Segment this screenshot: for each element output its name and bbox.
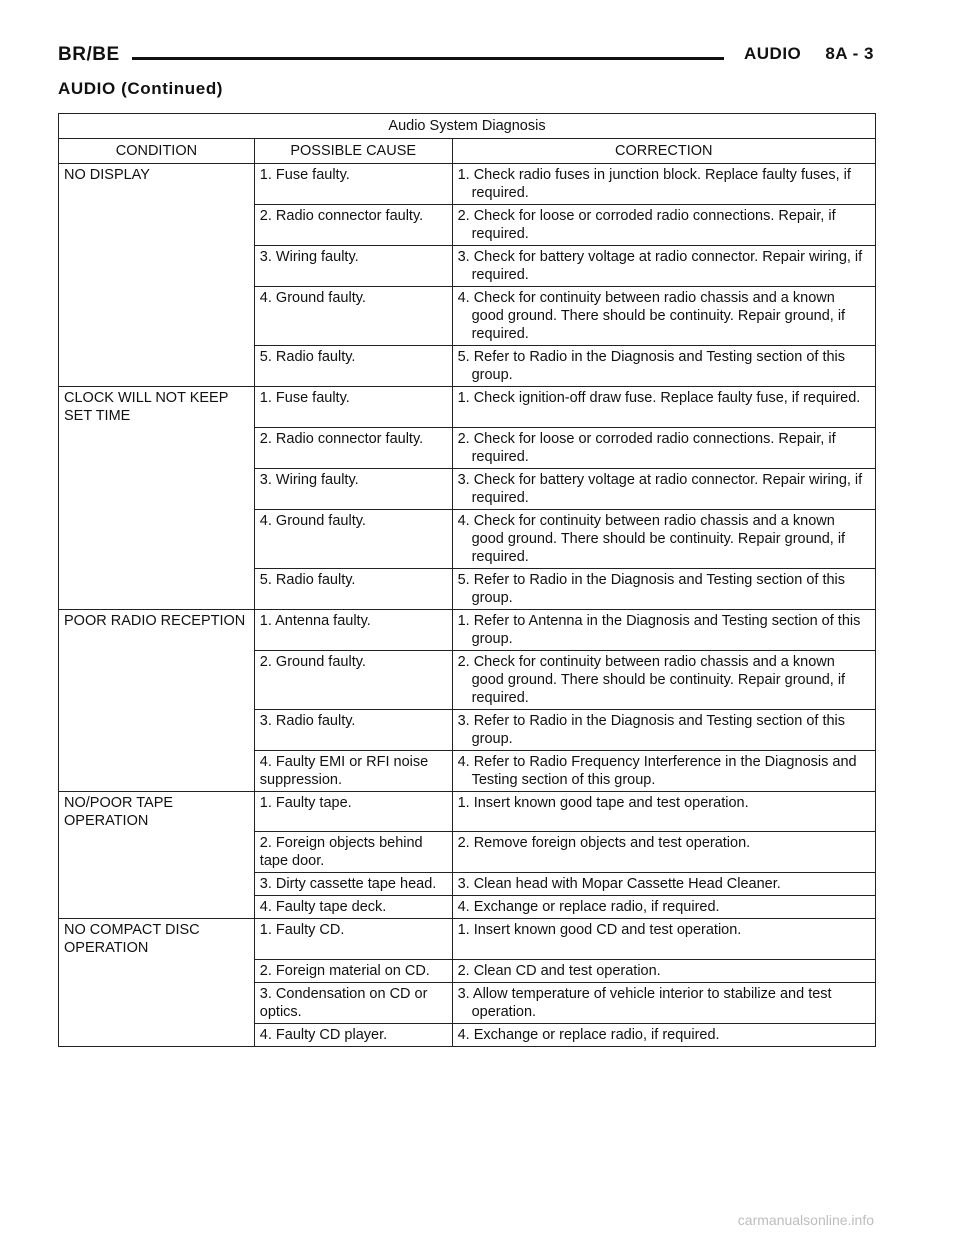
correction-cell bbox=[452, 609, 875, 650]
correction-text: 1. Check ignition-off draw fuse. Replace faulty fuse, if required. bbox=[457, 390, 861, 406]
correction-cell bbox=[452, 919, 875, 960]
condition-cell: POOR RADIO RECEPTION bbox=[59, 609, 255, 650]
correction-cell bbox=[452, 387, 875, 428]
condition-cell: NO/POOR TAPE OPERATION bbox=[59, 791, 255, 832]
cause-cell: 2. Ground faulty. bbox=[254, 650, 452, 709]
table-row bbox=[59, 1023, 876, 1046]
cause-cell: 4. Faulty EMI or RFI noise suppression. bbox=[254, 750, 452, 791]
condition-cell-empty bbox=[59, 873, 255, 896]
cause-cell: 4. Faulty CD player. bbox=[254, 1023, 452, 1046]
cause-cell: 3. Radio faulty. bbox=[254, 709, 452, 750]
correction-text: 3. Allow temperature of vehicle interior to stabilize and test operation. bbox=[457, 985, 832, 1020]
correction-text: 2. Remove foreign objects and test operation. bbox=[457, 835, 751, 851]
condition-cell-empty bbox=[59, 246, 255, 287]
condition-cell-empty bbox=[59, 1023, 255, 1046]
cause-cell: 2. Radio connector faulty. bbox=[254, 205, 452, 246]
correction-cell bbox=[452, 1023, 875, 1046]
table-row bbox=[59, 287, 876, 346]
table-row bbox=[59, 709, 876, 750]
condition-cell-empty bbox=[59, 205, 255, 246]
correction-text: 1. Refer to Antenna in the Diagnosis and Testing section of this group. bbox=[457, 612, 861, 647]
correction-text: 4. Check for continuity between radio chassis and a known good ground. There should be continuity. Repair ground, if required. bbox=[457, 290, 846, 342]
correction-text: 2. Check for continuity between radio chassis and a known good ground. There should be continuity. Repair ground, if required. bbox=[457, 653, 846, 706]
correction-cell bbox=[452, 709, 875, 750]
table-row bbox=[59, 164, 876, 205]
correction-cell bbox=[452, 287, 875, 346]
correction-cell bbox=[452, 650, 875, 709]
correction-text: 2. Clean CD and test operation. bbox=[457, 962, 661, 979]
cause-cell: 2. Foreign material on CD. bbox=[254, 959, 452, 982]
table-header-row bbox=[59, 139, 876, 164]
condition-cell-empty bbox=[59, 568, 255, 609]
condition-cell: NO COMPACT DISC OPERATION bbox=[59, 919, 255, 960]
table-row bbox=[59, 468, 876, 509]
column-header-correction: CORRECTION bbox=[452, 139, 875, 164]
table-row bbox=[59, 982, 876, 1023]
cause-cell: 3. Wiring faulty. bbox=[254, 468, 452, 509]
correction-text: 4. Check for continuity between radio chassis and a known good ground. There should be continuity. Repair ground, if required. bbox=[457, 512, 846, 565]
table-row bbox=[59, 205, 876, 246]
correction-text: 3. Refer to Radio in the Diagnosis and Testing section of this group. bbox=[457, 712, 846, 747]
correction-cell bbox=[452, 205, 875, 246]
table-row bbox=[59, 896, 876, 919]
cause-cell: 1. Faulty CD. bbox=[254, 919, 452, 960]
correction-text: 1. Insert known good CD and test operation. bbox=[457, 922, 742, 938]
correction-text: 2. Check for loose or corroded radio connections. Repair, if required. bbox=[457, 430, 836, 465]
correction-cell bbox=[452, 873, 875, 896]
correction-text: 3. Check for battery voltage at radio connector. Repair wiring, if required. bbox=[457, 471, 863, 506]
cause-cell: 3. Condensation on CD or optics. bbox=[254, 982, 452, 1023]
condition-cell-empty bbox=[59, 959, 255, 982]
table-row bbox=[59, 427, 876, 468]
cause-cell: 4. Ground faulty. bbox=[254, 287, 452, 346]
correction-text: 4. Exchange or replace radio, if required. bbox=[457, 899, 720, 915]
condition-cell-empty bbox=[59, 709, 255, 750]
table-row bbox=[59, 568, 876, 609]
cause-cell: 1. Fuse faulty. bbox=[254, 387, 452, 428]
table-row bbox=[59, 959, 876, 982]
cause-cell: 1. Fuse faulty. bbox=[254, 164, 452, 205]
diagnosis-table bbox=[58, 113, 876, 1047]
correction-cell bbox=[452, 246, 875, 287]
column-header-condition: CONDITION bbox=[59, 139, 255, 164]
cause-cell: 5. Radio faulty. bbox=[254, 568, 452, 609]
correction-text: 5. Refer to Radio in the Diagnosis and Testing section of this group. bbox=[457, 571, 846, 606]
table-row bbox=[59, 346, 876, 387]
model-code: BR/BE bbox=[58, 44, 120, 65]
page-number: 8A - 3 bbox=[825, 44, 874, 63]
correction-text: 4. Refer to Radio Frequency Interference in the Diagnosis and Testing section of this group. bbox=[457, 753, 857, 788]
condition-cell-empty bbox=[59, 468, 255, 509]
correction-cell bbox=[452, 346, 875, 387]
correction-cell bbox=[452, 791, 875, 832]
cause-cell: 2. Foreign objects behind tape door. bbox=[254, 832, 452, 873]
condition-cell: NO DISPLAY bbox=[59, 164, 255, 205]
correction-cell bbox=[452, 959, 875, 982]
table-row bbox=[59, 650, 876, 709]
condition-cell-empty bbox=[59, 509, 255, 568]
continued-title: AUDIO (Continued) bbox=[58, 79, 224, 98]
column-header-cause: POSSIBLE CAUSE bbox=[254, 139, 452, 164]
table-row bbox=[59, 609, 876, 650]
correction-cell bbox=[452, 468, 875, 509]
cause-cell: 4. Ground faulty. bbox=[254, 509, 452, 568]
correction-text: 2. Check for loose or corroded radio connections. Repair, if required. bbox=[457, 208, 836, 242]
correction-cell bbox=[452, 832, 875, 873]
condition-cell-empty bbox=[59, 427, 255, 468]
cause-cell: 3. Dirty cassette tape head. bbox=[254, 873, 452, 896]
table-row bbox=[59, 791, 876, 832]
table-title: Audio System Diagnosis bbox=[59, 114, 876, 139]
table-title-row bbox=[59, 114, 876, 139]
cause-cell: 1. Antenna faulty. bbox=[254, 609, 452, 650]
table-row bbox=[59, 246, 876, 287]
correction-cell bbox=[452, 509, 875, 568]
correction-text: 4. Exchange or replace radio, if required. bbox=[457, 1026, 720, 1043]
table-row bbox=[59, 832, 876, 873]
condition-cell-empty bbox=[59, 346, 255, 387]
table-row bbox=[59, 387, 876, 428]
correction-text: 5. Refer to Radio in the Diagnosis and Testing section of this group. bbox=[457, 349, 846, 383]
cause-cell: 2. Radio connector faulty. bbox=[254, 427, 452, 468]
correction-cell bbox=[452, 427, 875, 468]
condition-cell-empty bbox=[59, 982, 255, 1023]
table-row bbox=[59, 750, 876, 791]
cause-cell: 3. Wiring faulty. bbox=[254, 246, 452, 287]
condition-cell-empty bbox=[59, 750, 255, 791]
cause-cell: 4. Faulty tape deck. bbox=[254, 896, 452, 919]
section-name: AUDIO bbox=[744, 44, 802, 63]
page-header bbox=[58, 44, 874, 74]
cause-cell: 5. Radio faulty. bbox=[254, 346, 452, 387]
table-row bbox=[59, 509, 876, 568]
header-rule bbox=[132, 57, 724, 60]
correction-text: 1. Insert known good tape and test operation. bbox=[457, 794, 749, 811]
correction-text: 1. Check radio fuses in junction block. Replace faulty fuses, if required. bbox=[457, 167, 851, 201]
condition-cell-empty bbox=[59, 896, 255, 919]
correction-text: 3. Clean head with Mopar Cassette Head Cleaner. bbox=[457, 876, 781, 892]
correction-cell bbox=[452, 750, 875, 791]
table-row bbox=[59, 919, 876, 960]
condition-cell: CLOCK WILL NOT KEEP SET TIME bbox=[59, 387, 255, 428]
footer-watermark: carmanualsonline.info bbox=[737, 1212, 874, 1228]
table-row bbox=[59, 873, 876, 896]
correction-text: 3. Check for battery voltage at radio connector. Repair wiring, if required. bbox=[457, 249, 863, 283]
correction-cell bbox=[452, 164, 875, 205]
condition-cell-empty bbox=[59, 832, 255, 873]
correction-cell bbox=[452, 568, 875, 609]
condition-cell-empty bbox=[59, 650, 255, 709]
table-body bbox=[59, 164, 876, 1047]
condition-cell-empty bbox=[59, 287, 255, 346]
cause-cell: 1. Faulty tape. bbox=[254, 791, 452, 832]
correction-cell bbox=[452, 982, 875, 1023]
correction-cell bbox=[452, 896, 875, 919]
